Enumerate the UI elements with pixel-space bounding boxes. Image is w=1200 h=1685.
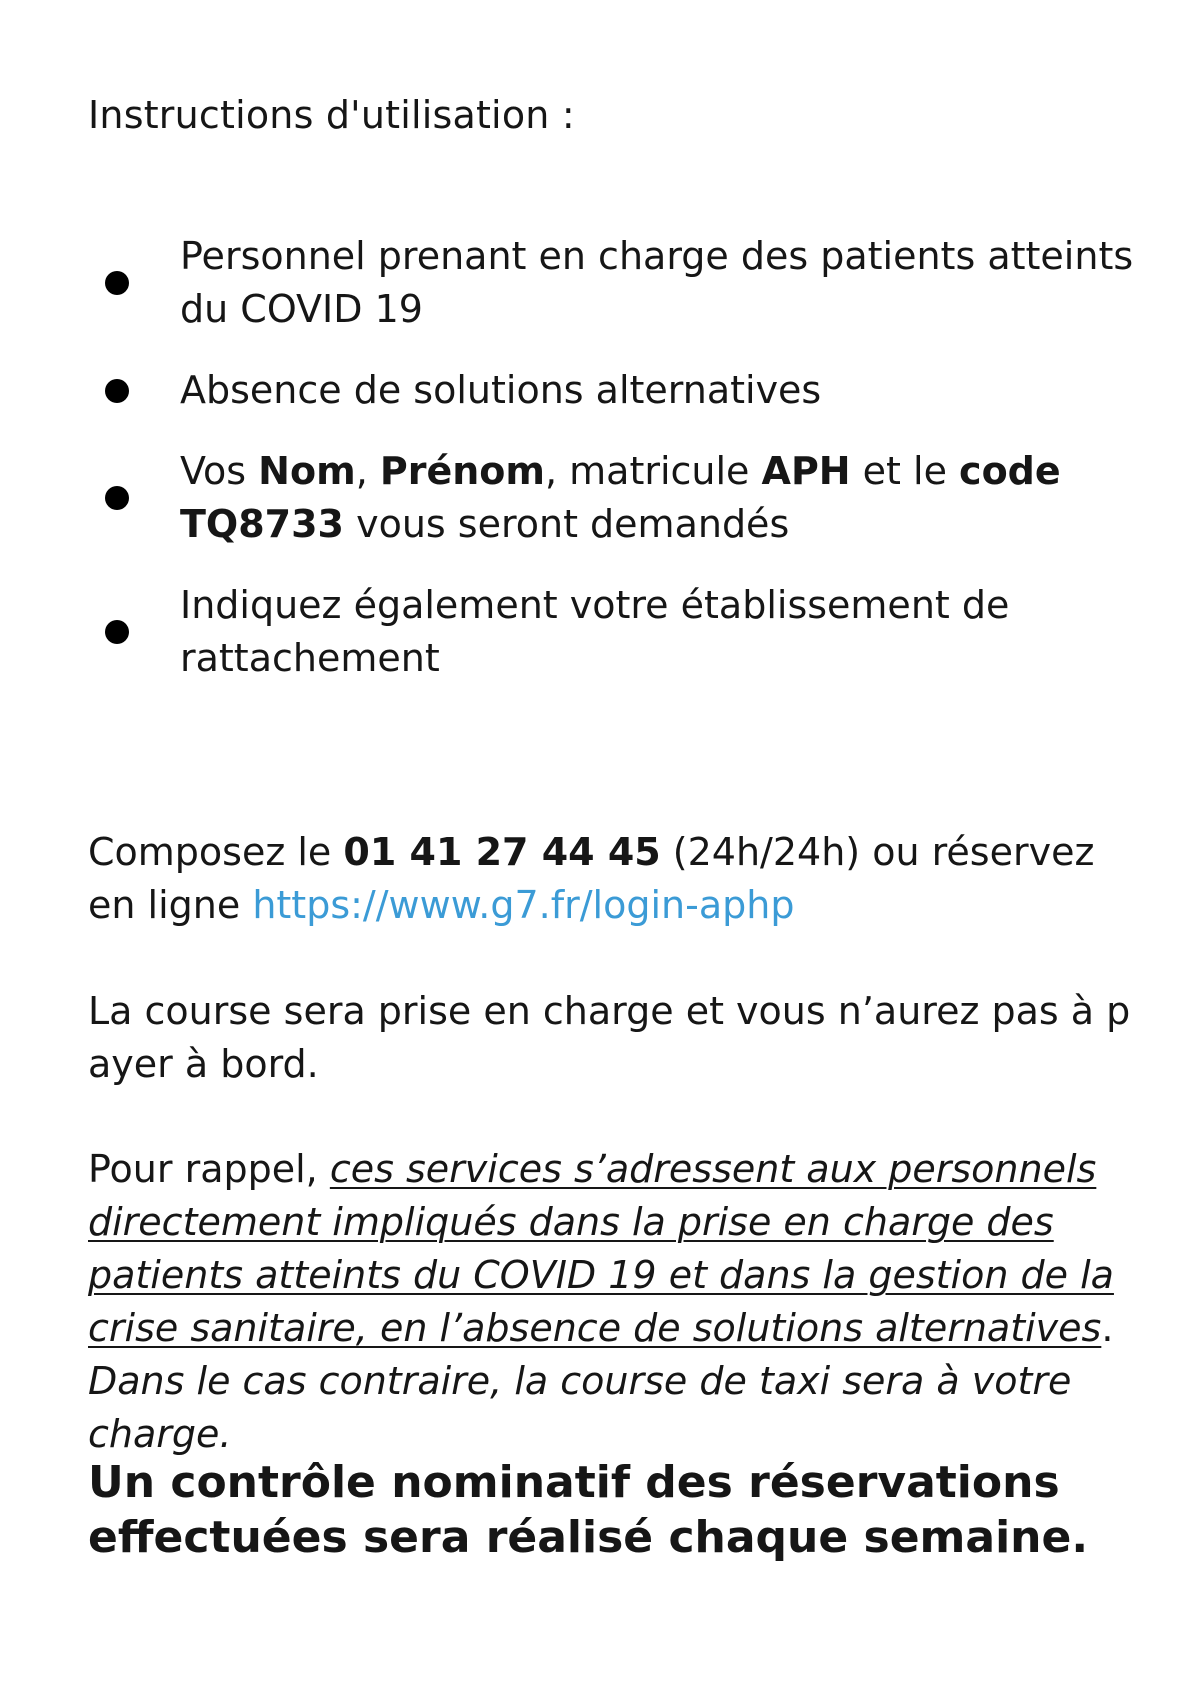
bullet-text: Absence de solutions alternatives [180, 368, 822, 412]
text-segment: , [355, 449, 380, 493]
bullet-text: Indiquez également votre établissement de rattachement [180, 583, 1010, 680]
reminder-italic-text: Dans le cas contraire, la course de taxi sera à votre charge. [88, 1359, 1072, 1456]
reminder-underlined-text: ces services s’adressent aux personnels directement impliqués dans la prise en charge des patients atteints du COVID 19 et dans la gestion de la crise sanitaire, en l’absence de solutions alternatives [88, 1147, 1114, 1350]
text-segment: Pour rappel, [88, 1147, 330, 1191]
bullet-dot-icon [105, 486, 129, 510]
bullet-dot-icon [105, 271, 129, 295]
phone-number: 01 41 27 44 45 [343, 830, 661, 874]
instructions-list [88, 230, 1148, 713]
bullet-text [180, 445, 1140, 551]
text-segment: vous seront demandés [344, 502, 790, 546]
list-item [88, 364, 1148, 417]
bold-prenom: Prénom [379, 449, 545, 493]
text-segment: Vos [180, 449, 259, 493]
booking-link[interactable]: https://www.g7.fr/login-aphp [252, 883, 795, 927]
bullet-dot-icon [105, 379, 129, 403]
bold-aph: APH [761, 449, 851, 493]
control-notice: Un contrôle nominatif des réservations effectuées sera réalisé chaque semaine. [88, 1457, 1089, 1563]
bullet-dot-icon [105, 620, 129, 644]
text-segment: Composez le [88, 830, 344, 874]
text-segment: (24h/24h) ou réservez en ligne [88, 830, 1095, 927]
text-segment: . [1101, 1306, 1114, 1350]
instructions-heading: Instructions d'utilisation : [88, 93, 575, 137]
bold-nom: Nom [258, 449, 356, 493]
list-item [88, 230, 1148, 336]
text-segment: et le [850, 449, 960, 493]
reminder-paragraph [88, 1143, 1148, 1461]
list-item [88, 579, 1148, 685]
text-segment: , matricule [544, 449, 762, 493]
bullet-text: Personnel prenant en charge des patients atteints du COVID 19 [180, 234, 1134, 331]
bold-code: code TQ8733 [180, 449, 1061, 546]
phone-paragraph [88, 826, 1148, 932]
payment-paragraph: La course sera prise en charge et vous n’aurez pas à p ayer à bord. [88, 989, 1131, 1086]
list-item [88, 445, 1148, 551]
